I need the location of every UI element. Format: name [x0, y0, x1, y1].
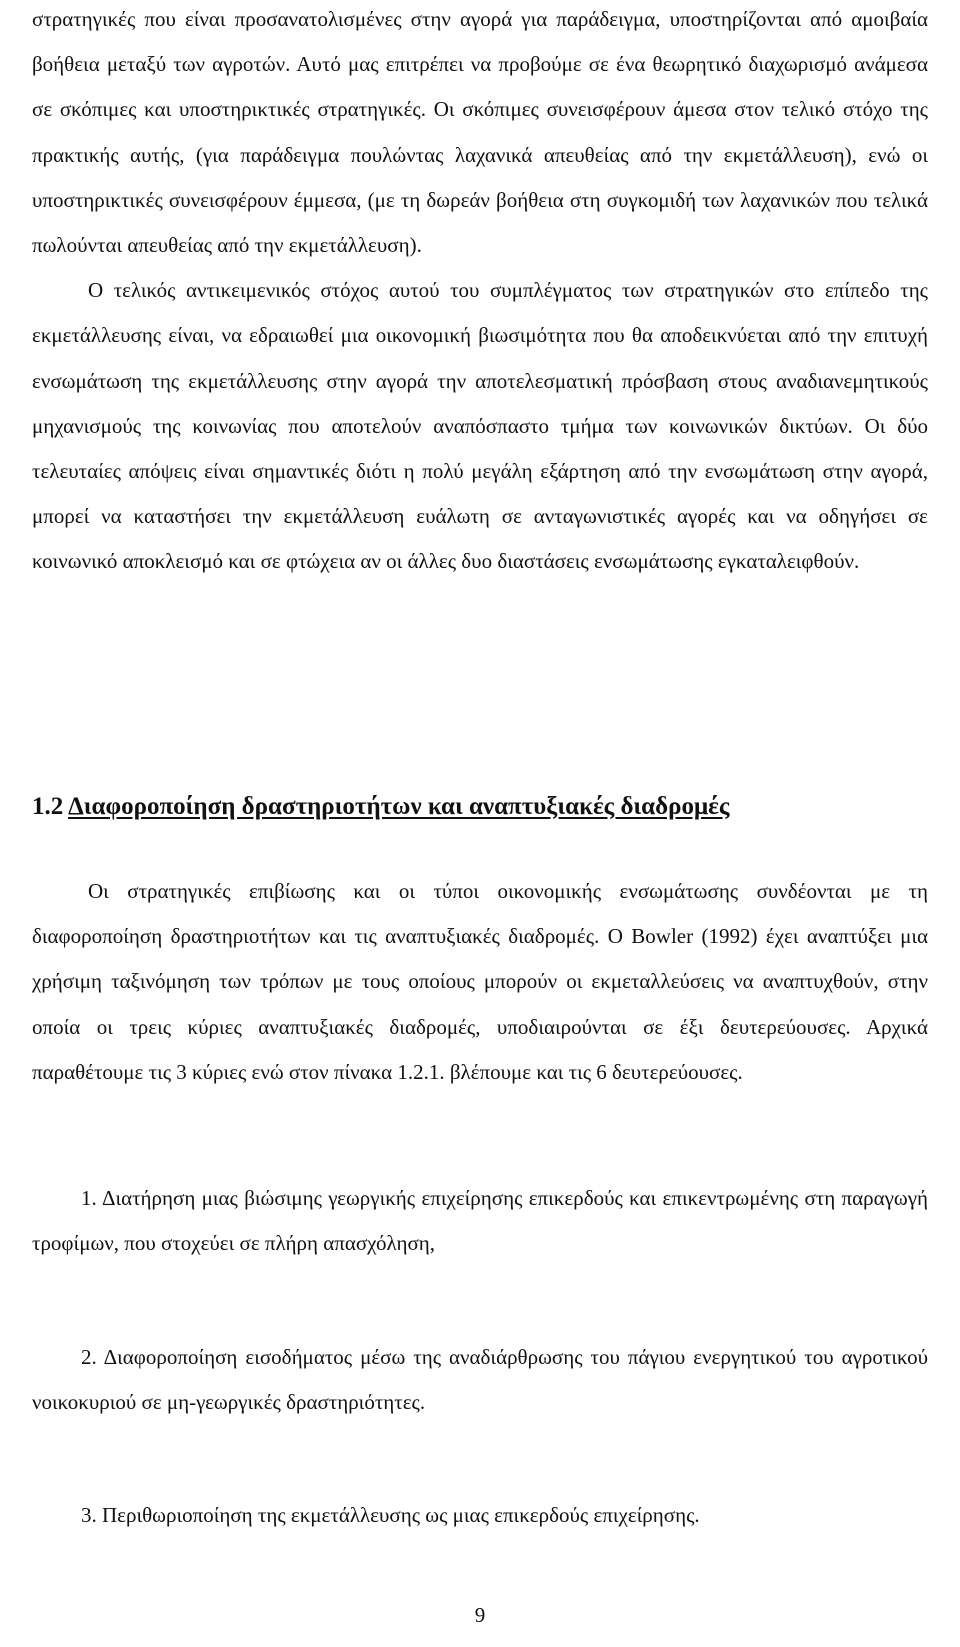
list-item-text: Διαφοροποίηση εισοδήματος μέσω της αναδιάρθρωσης του πάγιου ενεργητικού του αγροτικού νοικοκυριού σε μη-γεωργικές δραστηριότητες.: [32, 1345, 928, 1415]
list-item: [32, 1493, 928, 1538]
section-title: Διαφοροποίηση δραστηριοτήτων και αναπτυξιακές διαδρομές: [68, 793, 730, 820]
list-item-marker: 3.: [81, 1503, 97, 1527]
intro-paragraph: στρατηγικές που είναι προσανατολισμένες στην αγορά για παράδειγμα, υποστηρίζονται από αμοιβαία βοήθεια μεταξύ των αγροτών. Αυτό μας επιτρέπει να προβούμε σε ένα θεωρητικό διαχωρισμό ανάμεσα σε σκόπιμες και υποστηρικτικές στρατηγικές. Οι σκόπιμες συνεισφέρουν άμεσα στον τελικό στόχο της πρακτικής αυτής, (για παράδειγμα πουλώντας λαχανικά απευθείας από την εκμετάλλευση), ενώ οι υποστηρικτικές συνεισφέρουν έμμεσα, (με τη δωρεάν βοήθεια στη συγκομιδή των λαχανικών που τελικά πωλούνται απευθείας από την εκμετάλλευση).: [32, 7, 928, 258]
document-page: [32, 0, 929, 1527]
objective-paragraph: Ο τελικός αντικειμενικός στόχος αυτού του συμπλέγματος των στρατηγικών στο επίπεδο της εκμετάλλευσης είναι, να εδραιωθεί μια οικονομική βιωσιμότητα που θα αποδεικνύεται από την επιτυχή ενσωμάτωση της εκμετάλλευσης στην αγορά την αποτελεσματική πρόσβαση στους αναδιανεμητικούς μηχανισμούς της κοινωνίας που αποτελούν αναπόσπαστο τμήμα των κοινωνικών δικτύων. Οι δύο τελευταίες απόψεις είναι σημαντικές διότι η πολύ μεγάλη εξάρτηση από την ενσωμάτωση στην αγορά, μπορεί να καταστήσει την εκμετάλλευση ευάλωτη σε ανταγωνιστικές αγορές και να οδηγήσει σε κοινωνικό αποκλεισμό και σε φτώχεια αν οι άλλες δυο διαστάσεις ενσωμάτωσης εγκαταλειφθούν.: [32, 278, 928, 574]
list-item: [32, 1335, 928, 1425]
page-number: 9: [474, 1603, 486, 1627]
list-item-marker: 1.: [81, 1186, 97, 1210]
list-item-text: Περιθωριοποίηση της εκμετάλλευσης ως μιας επικερδούς επιχείρησης.: [102, 1503, 700, 1527]
strategies-paragraph: Οι στρατηγικές επιβίωσης και οι τύποι οικονομικής ενσωμάτωσης συνδέονται με τη διαφοροποίηση δραστηριοτήτων και τις αναπτυξιακές διαδρομές. Ο Bowler (1992) έχει αναπτύξει μια χρήσιμη ταξινόμηση των τρόπων με τους οποίους μπορούν οι εκμεταλλεύσεις να αναπτυχθούν, στην οποία οι τρεις κύριες αναπτυξιακές διαδρομές, υποδιαιρούνται σε έξι δευτερεύουσες. Αρχικά παραθέτουμε τις 3 κύριες ενώ στον πίνακα 1.2.1. βλέπουμε και τις 6 δευτερεύουσες.: [32, 879, 928, 1084]
list-item-text: Διατήρηση μιας βιώσιμης γεωργικής επιχείρησης επικερδούς και επικεντρωμένης στη παραγωγή τροφίμων, που στοχεύει σε πλήρη απασχόληση,: [32, 1186, 929, 1256]
list-item-marker: 2.: [81, 1345, 97, 1369]
list-item: [32, 1176, 928, 1266]
section-heading: [32, 787, 729, 827]
section-number: 1.2: [32, 793, 64, 820]
